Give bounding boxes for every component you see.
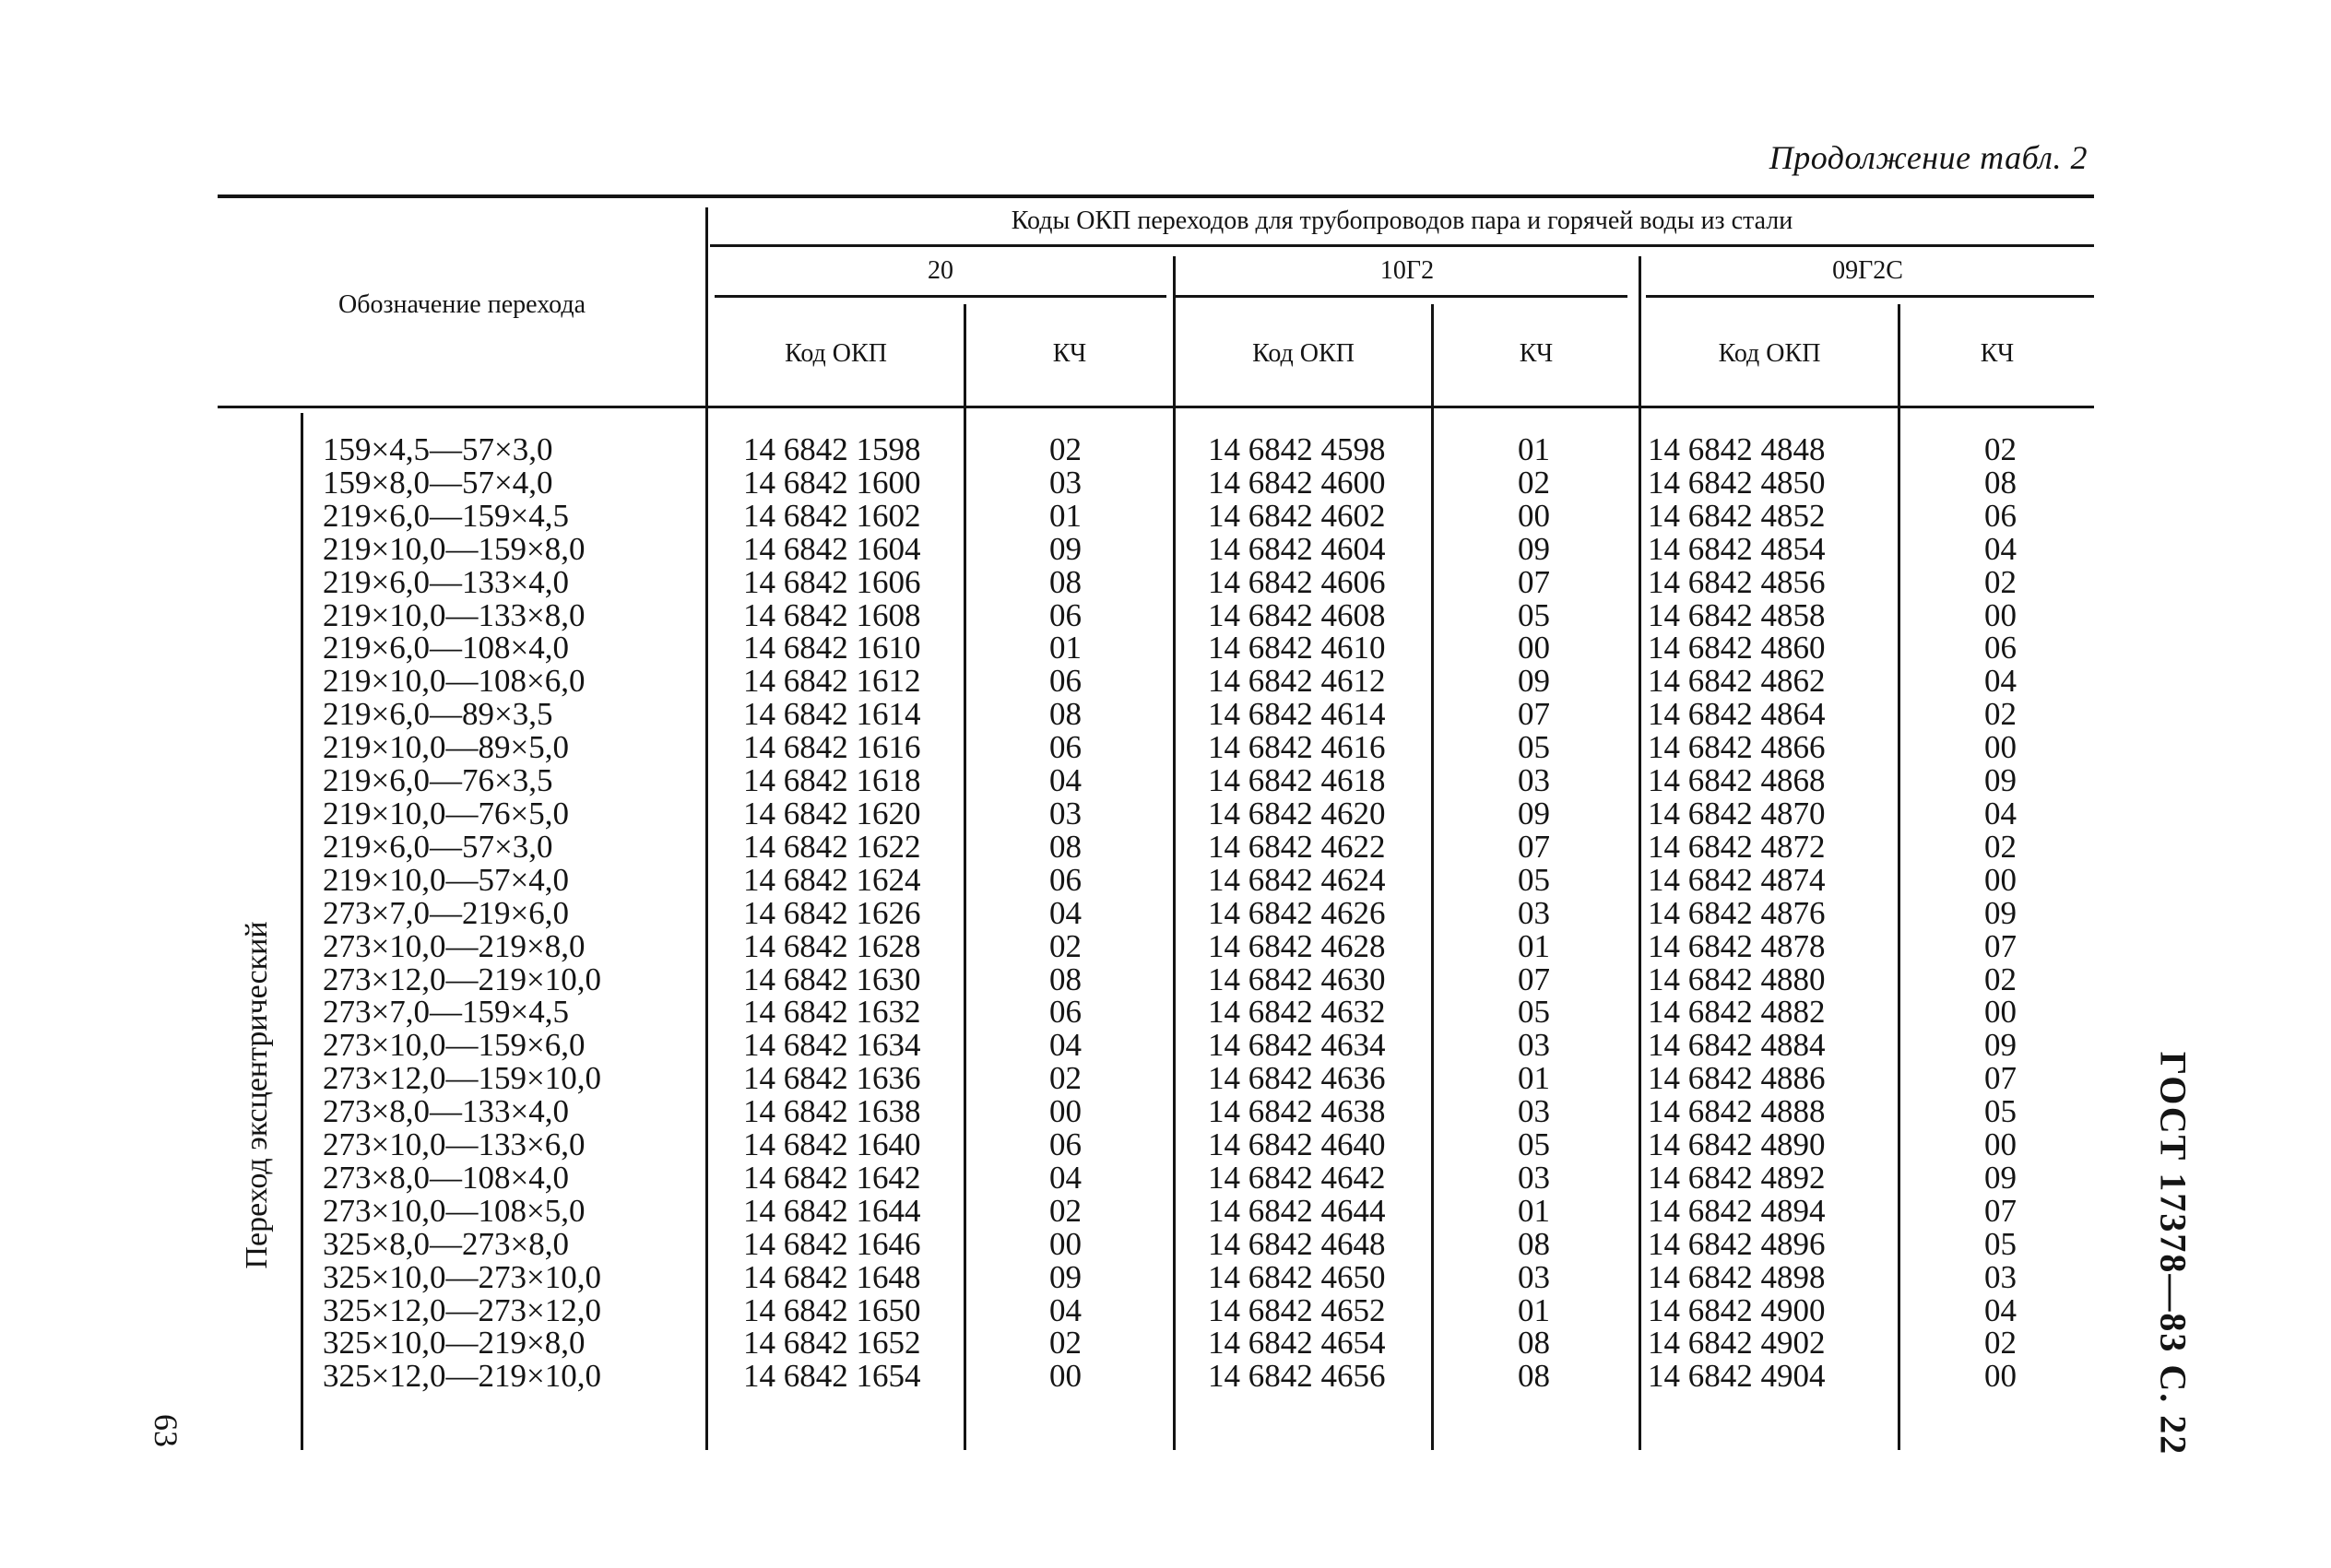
kch-header-09g2s: КЧ bbox=[1980, 339, 2015, 368]
code-header-10g2: Код ОКП bbox=[1252, 339, 1355, 368]
code-column-09g2s: 14 6842 4848 14 6842 4850 14 6842 4852 14 6842 4854 14 6842 4856 14 6842 4858 14 6842 4860 14 6842 4862 14 6842 4864 14 6842 4866 14 6842 4868 14 6842 4870 14 6842 4872 14 6842 4874 14 6842 4876 14 6842 4878 14 6842 4880 14 6842 4882 14 6842 4884 14 6842 4886 14 6842 4888 14 6842 4890 14 6842 4892 14 6842 4894 14 6842 4896 14 6842 4898 14 6842 4900 14 6842 4902 14 6842 4904 bbox=[1648, 431, 1826, 1395]
steel-09g2s-rule bbox=[1646, 295, 2094, 298]
kch-column-09g2s: 02 08 06 04 02 00 06 04 02 00 09 04 02 00 09 07 02 00 09 07 05 00 09 07 05 03 04 02 00 bbox=[1984, 431, 2017, 1395]
col-rule-10g2-kch bbox=[1431, 304, 1434, 1450]
col-rule-09g2s-code bbox=[1639, 256, 1641, 1450]
col-rule-20-code bbox=[705, 207, 708, 1450]
table-top-rule bbox=[218, 195, 2094, 198]
code-header-09g2s: Код ОКП bbox=[1718, 339, 1821, 368]
standard-title: ГОСТ 17378—83 С. 22 bbox=[2152, 1051, 2195, 1456]
designation-column: 159×4,5—57×3,0 159×8,0—57×4,0 219×6,0—159×4,5 219×10,0—159×8,0 219×6,0—133×4,0 219×10,0—133×8,0 219×6,0—108×4,0 219×10,0—108×6,0 219×6,0—89×3,5 219×10,0—89×5,0 219×6,0—76×3,5 219×10,0—76×5,0 219×6,0—57×3,0 219×10,0—57×4,0 273×7,0—219×6,0 273×10,0—219×8,0 273×12,0—219×10,0 273×7,0—159×4,5 273×10,0—159×6,0 273×12,0—159×10,0 273×8,0—133×4,0 273×10,0—133×6,0 273×8,0—108×4,0 273×10,0—108×5,0 325×8,0—273×8,0 325×10,0—273×10,0 325×12,0—273×12,0 325×10,0—219×8,0 325×12,0—219×10,0 bbox=[323, 431, 601, 1395]
kch-header-20: КЧ bbox=[1052, 339, 1087, 368]
steel-20-header: 20 bbox=[928, 256, 953, 285]
code-header-20: Код ОКП bbox=[785, 339, 887, 368]
group-header: Коды ОКП переходов для трубопроводов пара и горячей воды из стали bbox=[1011, 206, 1793, 235]
designation-header: Обозначение перехода bbox=[338, 290, 586, 319]
kch-column-20: 02 03 01 09 08 06 01 06 08 06 04 03 08 06 04 02 08 06 04 02 00 06 04 02 00 09 04 02 00 bbox=[1049, 431, 1082, 1395]
steel-20-rule bbox=[715, 295, 1166, 298]
group-header-rule bbox=[710, 244, 2094, 247]
steel-09g2s-header: 09Г2С bbox=[1832, 256, 1903, 285]
steel-10g2-rule bbox=[1176, 295, 1627, 298]
steel-10g2-header: 10Г2 bbox=[1379, 256, 1435, 285]
code-column-10g2: 14 6842 4598 14 6842 4600 14 6842 4602 14 6842 4604 14 6842 4606 14 6842 4608 14 6842 4610 14 6842 4612 14 6842 4614 14 6842 4616 14 6842 4618 14 6842 4620 14 6842 4622 14 6842 4624 14 6842 4626 14 6842 4628 14 6842 4630 14 6842 4632 14 6842 4634 14 6842 4636 14 6842 4638 14 6842 4640 14 6842 4642 14 6842 4644 14 6842 4648 14 6842 4650 14 6842 4652 14 6842 4654 14 6842 4656 bbox=[1208, 431, 1386, 1395]
page-number: 63 bbox=[148, 1414, 184, 1447]
kch-column-10g2: 01 02 00 09 07 05 00 09 07 05 03 09 07 05 03 01 07 05 03 01 03 05 03 01 08 03 01 08 08 bbox=[1518, 431, 1550, 1395]
header-bottom-rule bbox=[218, 406, 2094, 408]
col-rule-10g2-code bbox=[1173, 256, 1176, 1450]
col-rule-20-kch bbox=[964, 304, 966, 1450]
col-rule-designation bbox=[301, 413, 303, 1450]
continuation-label: Продолжение табл. 2 bbox=[1769, 139, 2088, 176]
col-rule-09g2s-kch bbox=[1898, 304, 1900, 1450]
code-column-20: 14 6842 1598 14 6842 1600 14 6842 1602 14 6842 1604 14 6842 1606 14 6842 1608 14 6842 1610 14 6842 1612 14 6842 1614 14 6842 1616 14 6842 1618 14 6842 1620 14 6842 1622 14 6842 1624 14 6842 1626 14 6842 1628 14 6842 1630 14 6842 1632 14 6842 1634 14 6842 1636 14 6842 1638 14 6842 1640 14 6842 1642 14 6842 1644 14 6842 1646 14 6842 1648 14 6842 1650 14 6842 1652 14 6842 1654 bbox=[743, 431, 921, 1395]
row-group-label: Переход эксцентрический bbox=[240, 921, 274, 1269]
kch-header-10g2: КЧ bbox=[1519, 339, 1554, 368]
